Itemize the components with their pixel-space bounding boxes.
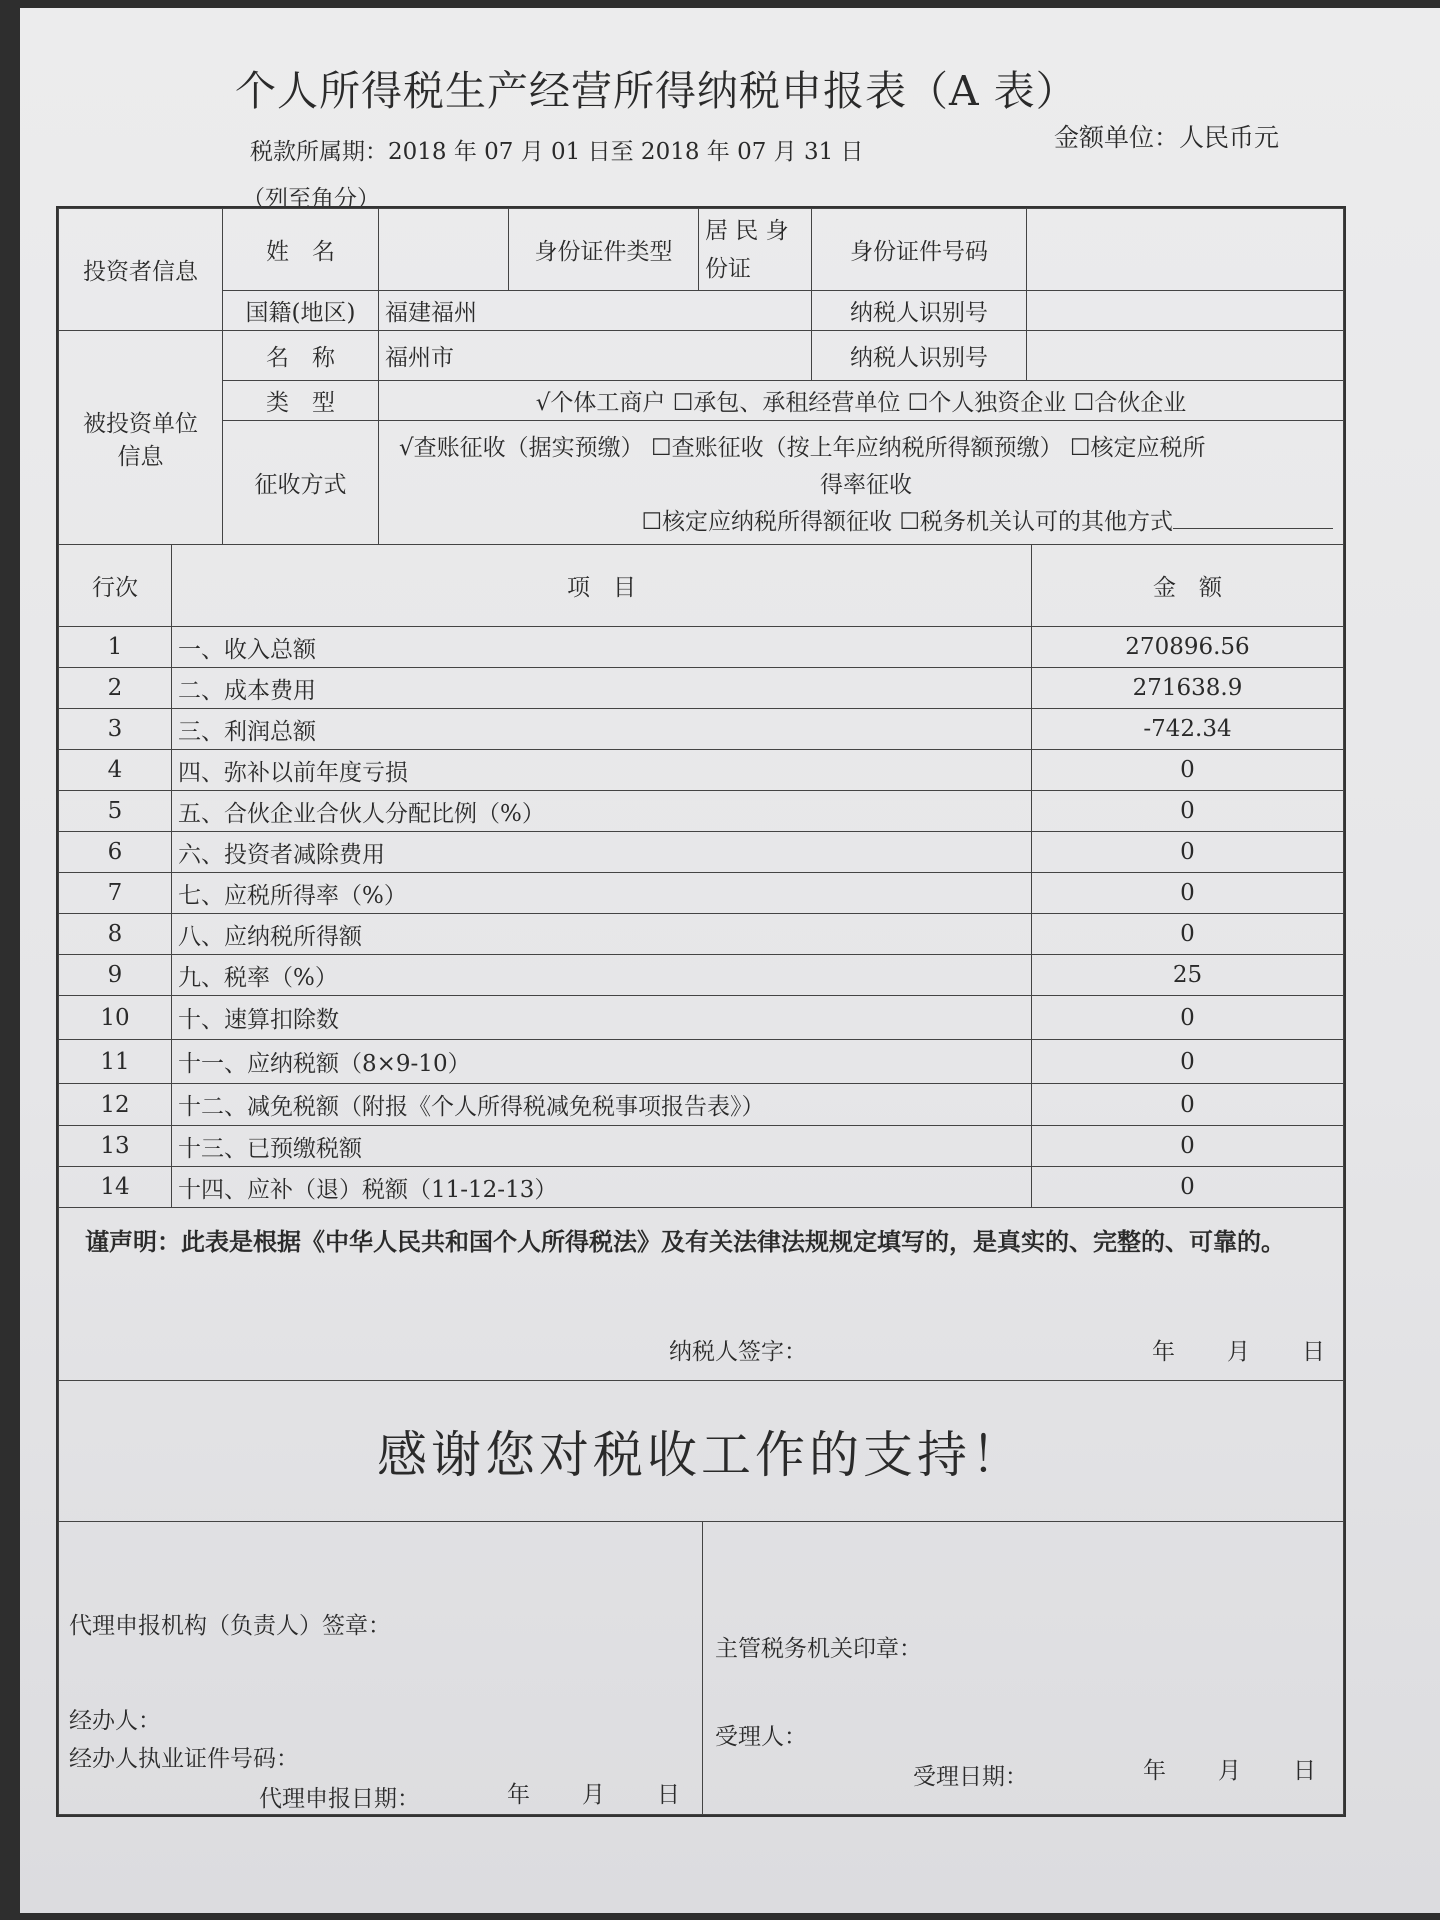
investor-taxpayer-id-label: 纳税人识别号 — [812, 291, 1027, 331]
collection-method-label: 征收方式 — [223, 421, 379, 545]
agent-block — [59, 1522, 703, 1814]
row-number: 13 — [59, 1126, 172, 1167]
row-amount[interactable]: 271638.9 — [1032, 668, 1344, 709]
precision-note: （列至角分） — [242, 186, 380, 212]
id-type-value: 居 民 身 份证 — [699, 209, 812, 291]
table-row — [59, 832, 1344, 873]
row-number: 4 — [59, 750, 172, 791]
row-item: 十、速算扣除数 — [172, 996, 1032, 1040]
declaration-block — [58, 1208, 1344, 1380]
nationality-label: 国籍(地区) — [223, 291, 379, 331]
row-number: 2 — [59, 668, 172, 709]
row-item: 三、利润总额 — [172, 709, 1032, 750]
form-title: 个人所得税生产经营所得纳税申报表（A 表） — [235, 67, 1078, 115]
company-taxpayer-id-label: 纳税人识别号 — [812, 331, 1027, 381]
authority-date-value: 年 月 日 — [1143, 1758, 1318, 1784]
company-taxpayer-id-field[interactable] — [1027, 331, 1344, 381]
declaration-text: 谨声明：此表是根据《中华人民共和国个人所得税法》及有关法律法规规定填写的，是真实的、完整的、可靠的。 — [85, 1227, 1285, 1256]
row-item: 四、弥补以前年度亏损 — [172, 750, 1032, 791]
row-amount[interactable]: 0 — [1032, 1167, 1344, 1208]
row-amount[interactable]: 25 — [1032, 955, 1344, 996]
agent-handler-label: 经办人： — [69, 1708, 161, 1734]
taxpayer-signature-label: 纳税人签字： — [669, 1339, 807, 1365]
agent-date-label: 代理申报日期： — [259, 1786, 420, 1812]
collection-option-line3-wrap — [399, 503, 1333, 536]
col-header-row: 行次 — [59, 545, 172, 627]
row-amount[interactable]: 0 — [1032, 1040, 1344, 1084]
table-row — [59, 1126, 1344, 1167]
form-sheet — [56, 206, 1346, 1817]
company-name-value: 福州市 — [379, 331, 812, 381]
row-amount[interactable]: 0 — [1032, 791, 1344, 832]
table-row — [59, 955, 1344, 996]
table-row — [59, 709, 1344, 750]
tax-period: 税款所属期：2018 年 07 月 01 日至 2018 年 07 月 31 日 — [250, 139, 864, 165]
investor-name-field[interactable] — [379, 209, 509, 291]
row-number: 14 — [59, 1167, 172, 1208]
row-amount[interactable]: 0 — [1032, 1084, 1344, 1126]
agent-seal-label: 代理申报机构（负责人）签章： — [69, 1613, 391, 1639]
row-item: 十三、已预缴税额 — [172, 1126, 1032, 1167]
agent-date-value: 年 月 日 — [507, 1782, 682, 1808]
row-item: 十一、应纳税额（8×9-10） — [172, 1040, 1032, 1084]
collection-option-line3: ☐核定应纳税所得额征收 ☐税务机关认可的其他方式 — [641, 509, 1173, 535]
row-item: 十四、应补（退）税额（11-12-13） — [172, 1167, 1032, 1208]
row-number: 7 — [59, 873, 172, 914]
row-item: 二、成本费用 — [172, 668, 1032, 709]
row-number: 8 — [59, 914, 172, 955]
company-name-label: 名 称 — [223, 331, 379, 381]
collection-option-line1: √查账征收（据实预缴） ☐查账征收（按上年应纳税所得额预缴） ☐核定应税所 — [399, 435, 1206, 461]
row-amount[interactable]: 0 — [1032, 914, 1344, 955]
row-item: 一、收入总额 — [172, 627, 1032, 668]
row-amount[interactable]: 270896.56 — [1032, 627, 1344, 668]
row-number: 9 — [59, 955, 172, 996]
authority-receiver-label: 受理人： — [715, 1724, 807, 1750]
declaration-date: 年 月 日 — [1152, 1339, 1327, 1365]
row-amount[interactable]: 0 — [1032, 996, 1344, 1040]
company-type-label: 类 型 — [223, 381, 379, 421]
table-row — [59, 668, 1344, 709]
authority-seal-label: 主管税务机关印章： — [715, 1636, 922, 1662]
table-row — [59, 627, 1344, 668]
id-number-field[interactable] — [1027, 209, 1344, 291]
info-table — [58, 208, 1344, 545]
nationality-value: 福建福州 — [379, 291, 812, 331]
other-method-blank[interactable] — [1173, 510, 1333, 529]
row-number: 12 — [59, 1084, 172, 1126]
row-number: 1 — [59, 627, 172, 668]
collection-method-options[interactable] — [379, 421, 1344, 545]
collection-option-line2: 得率征收 — [820, 472, 912, 498]
company-section-label: 被投资单位信息 — [59, 331, 223, 545]
authority-date-label: 受理日期： — [913, 1764, 1028, 1790]
row-number: 6 — [59, 832, 172, 873]
row-amount[interactable]: 0 — [1032, 873, 1344, 914]
row-item: 五、合伙企业合伙人分配比例（%） — [172, 791, 1032, 832]
table-row — [59, 1040, 1344, 1084]
row-item: 六、投资者减除费用 — [172, 832, 1032, 873]
row-amount[interactable]: -742.34 — [1032, 709, 1344, 750]
row-item: 八、应纳税所得额 — [172, 914, 1032, 955]
table-row — [59, 750, 1344, 791]
row-number: 11 — [59, 1040, 172, 1084]
table-row — [59, 1084, 1344, 1126]
investor-name-label: 姓 名 — [223, 209, 379, 291]
thanks-message: 感谢您对税收工作的支持！ — [58, 1380, 1344, 1521]
table-row — [59, 1167, 1344, 1208]
row-item: 九、税率（%） — [172, 955, 1032, 996]
agent-license-label: 经办人执业证件号码： — [69, 1746, 299, 1772]
id-type-label: 身份证件类型 — [509, 209, 699, 291]
tax-form-paper — [20, 8, 1440, 1913]
currency-unit: 金额单位：人民币元 — [1054, 123, 1280, 152]
table-row — [59, 791, 1344, 832]
signature-section — [58, 1521, 1344, 1815]
col-header-item: 项 目 — [172, 545, 1032, 627]
row-amount[interactable]: 0 — [1032, 832, 1344, 873]
investor-section-label: 投资者信息 — [59, 209, 223, 331]
items-table — [58, 544, 1344, 1208]
col-header-amount: 金 额 — [1032, 545, 1344, 627]
table-row — [59, 996, 1344, 1040]
table-row — [59, 914, 1344, 955]
row-amount[interactable]: 0 — [1032, 750, 1344, 791]
row-amount[interactable]: 0 — [1032, 1126, 1344, 1167]
row-item: 七、应税所得率（%） — [172, 873, 1032, 914]
table-row — [59, 873, 1344, 914]
row-number: 5 — [59, 791, 172, 832]
authority-block — [703, 1522, 1343, 1814]
row-number: 10 — [59, 996, 172, 1040]
row-number: 3 — [59, 709, 172, 750]
company-type-options[interactable]: √个体工商户 ☐承包、承租经营单位 ☐个人独资企业 ☐合伙企业 — [379, 381, 1344, 421]
row-item: 十二、减免税额（附报《个人所得税减免税事项报告表》） — [172, 1084, 1032, 1126]
investor-taxpayer-id-field[interactable] — [1027, 291, 1344, 331]
id-number-label: 身份证件号码 — [812, 209, 1027, 291]
